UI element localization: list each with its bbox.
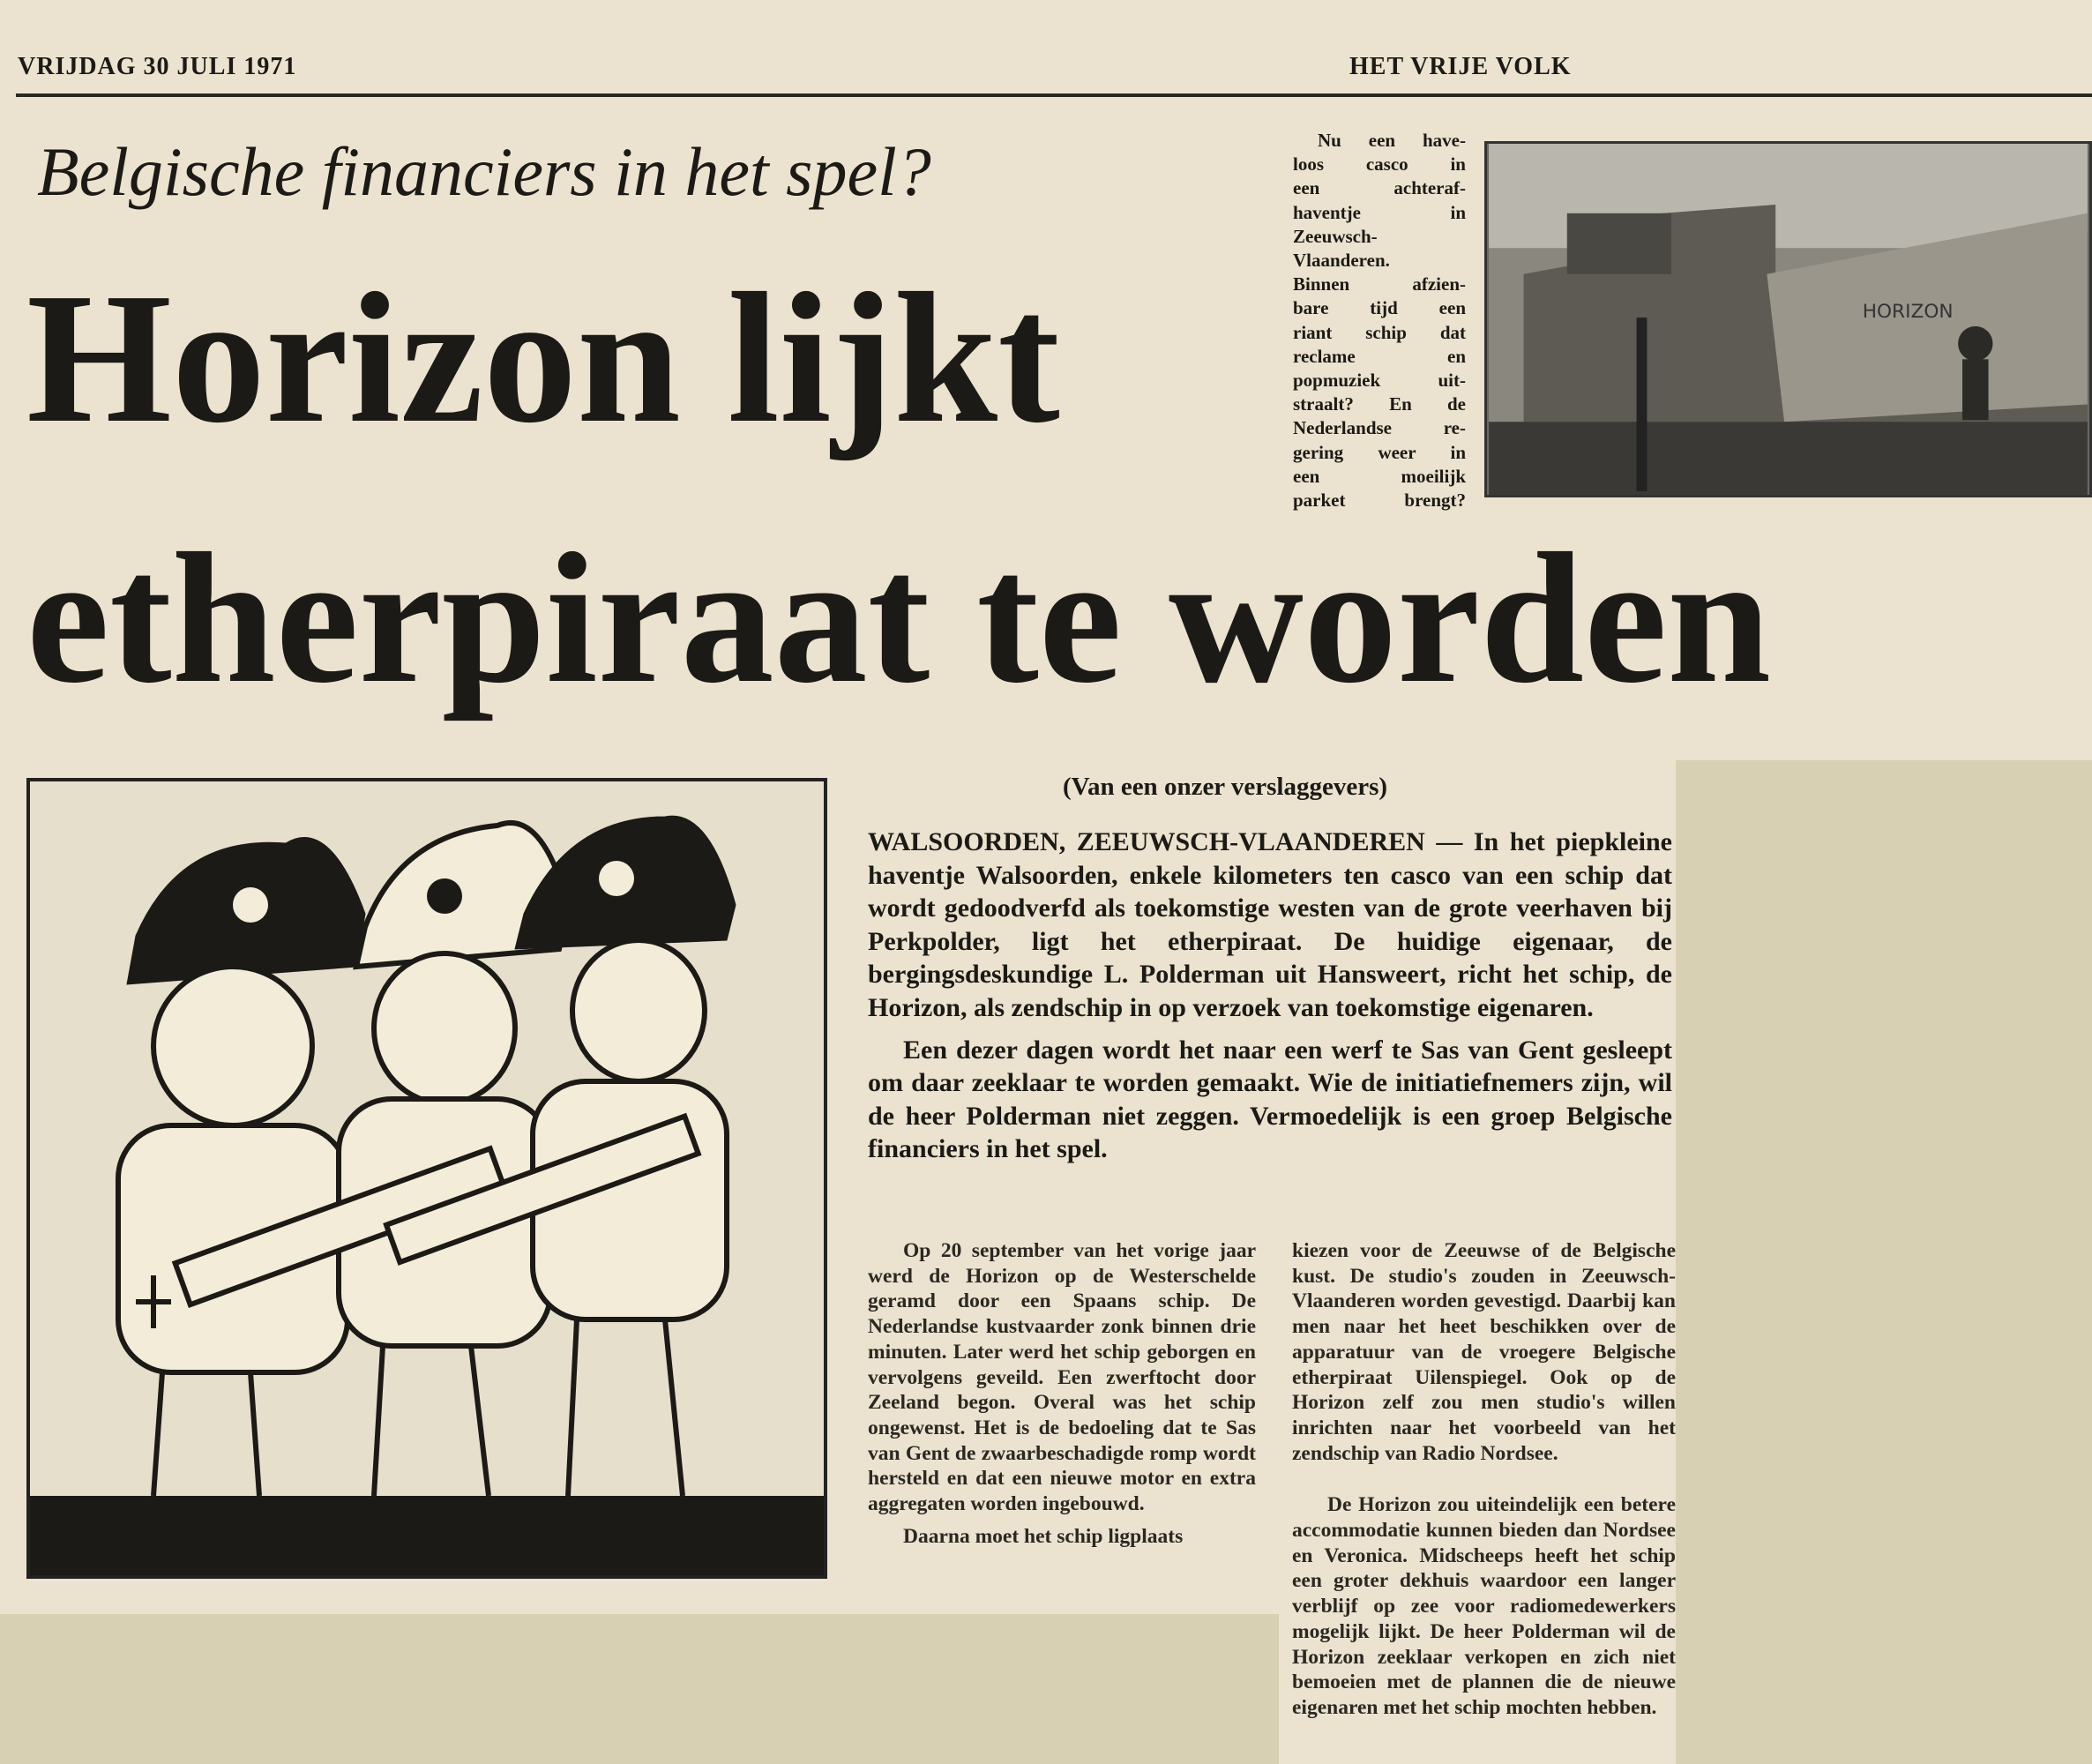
caption-line: bare tijd een	[1293, 297, 1466, 319]
caption-line: Nederlandse re-	[1293, 417, 1466, 439]
column-right-paragraph: De Horizon zou uiteindelijk een betere accommodatie kunnen bieden dan Nordsee en Veronica. Midscheeps heeft het schip een groter dekhuis waardoor een langer verblijf op zee voor radiomedewerkers mogelijk lijkt. De heer Polderman wil de Horizon zeeklaar verkopen en zich niet bemoeien met de plannen die de nieuwe eigenaren met het schip mochten hebben.	[1292, 1493, 1676, 1719]
masthead-date: VRIJDAG 30 JULI 1971	[18, 53, 297, 80]
photo-caption	[1293, 129, 1466, 512]
pirate-guitarists-illustration	[30, 781, 824, 1575]
caption-line: gering weer in	[1293, 441, 1466, 463]
ship-photo	[1484, 141, 2092, 497]
headline-line-2: etherpiraat te worden	[26, 514, 1772, 721]
byline: (Van een onzer verslaggevers)	[1063, 773, 1388, 801]
caption-line: parket brengt?	[1293, 490, 1466, 512]
column-left	[868, 1238, 1256, 1556]
caption-line: Binnen afzien-	[1293, 273, 1466, 295]
column-right	[1292, 1238, 1676, 1728]
header-rule	[16, 93, 2092, 97]
caption-line: een moeilijk	[1293, 465, 1466, 487]
subtitle: Belgische financiers in het spel?	[37, 133, 931, 210]
caption-line: Vlaanderen.	[1293, 250, 1390, 272]
second-paragraph: Een dezer dagen wordt het naar een werf te Sas van Gent gesleept om daar zeeklaar te worden gemaakt. Wie de initiatiefnemers zijn, wil de heer Polderman niet zeggen. Vermoedelijk is een groep Belgische financiers in het spel.	[868, 1035, 1672, 1164]
hull-name: HORIZON	[1862, 301, 1954, 324]
caption-line: een achteraf-	[1293, 177, 1466, 199]
caption-line: haventje in	[1293, 201, 1466, 223]
caption-line: Zeeuwsch-	[1293, 225, 1378, 247]
column-right-paragraph: kiezen voor de Zeeuwse of de Belgische kust. De studio's zouden in Zeeuwsch-Vlaanderen worden gevestigd. Daarbij kan men naar het heet beschikken over de apparatuur van de vroegere Belgische etherpiraat Uilenspiegel. Ook op de Horizon zelf zou men studio's willen inrichten naar het voorbeeld van het zendschip van Radio Nordsee.	[1292, 1239, 1676, 1465]
column-left-paragraph: Op 20 september van het vorige jaar werd de Horizon op de Westerschelde geramd door een Spaans schip. De Nederlandse kustvaarder zonk binnen drie minuten. Later werd het schip geborgen en vervolgens geveild. Een zwerftocht door Zeeland begon. Overal was het schip ongewenst. Het is de bedoeling dat te Sas van Gent de zwaarbeschadigde romp wordt hersteld en dat een nieuwe motor en extra aggregaten worden ingebouwd.	[868, 1239, 1256, 1516]
caption-line: Nu een have-	[1318, 130, 1466, 151]
headline-line-1: Horizon lijkt	[26, 254, 1060, 461]
caption-line: loos casco in	[1293, 153, 1466, 176]
caption-line: riant schip dat	[1293, 321, 1466, 343]
pirate-cartoon	[26, 778, 827, 1579]
caption-line: straalt? En de	[1293, 393, 1466, 415]
masthead-paper-name: HET VRIJE VOLK	[1349, 53, 1572, 80]
lead-paragraph: WALSOORDEN, ZEEUWSCH-VLAANDEREN — In het piepkleine haventje Walsoorden, enkele kilometers ten casco van een schip dat wordt gedoodverfd als toekomstige westen van de grote veerhaven bij Perkpolder, ligt het etherpiraat. De huidige eigenaar, de bergingsdeskundige L. Polderman uit Hansweert, richt het schip, de Horizon, als zendschip in op verzoek van toekomstige eigenaren.	[868, 827, 1672, 1022]
caption-line: reclame en	[1293, 345, 1466, 367]
column-left-paragraph: Daarna moet het schip ligplaats	[903, 1524, 1184, 1548]
ship-photo-image	[1487, 144, 2089, 495]
lead-section	[868, 826, 1672, 1175]
caption-line: popmuziek uit-	[1293, 370, 1466, 392]
